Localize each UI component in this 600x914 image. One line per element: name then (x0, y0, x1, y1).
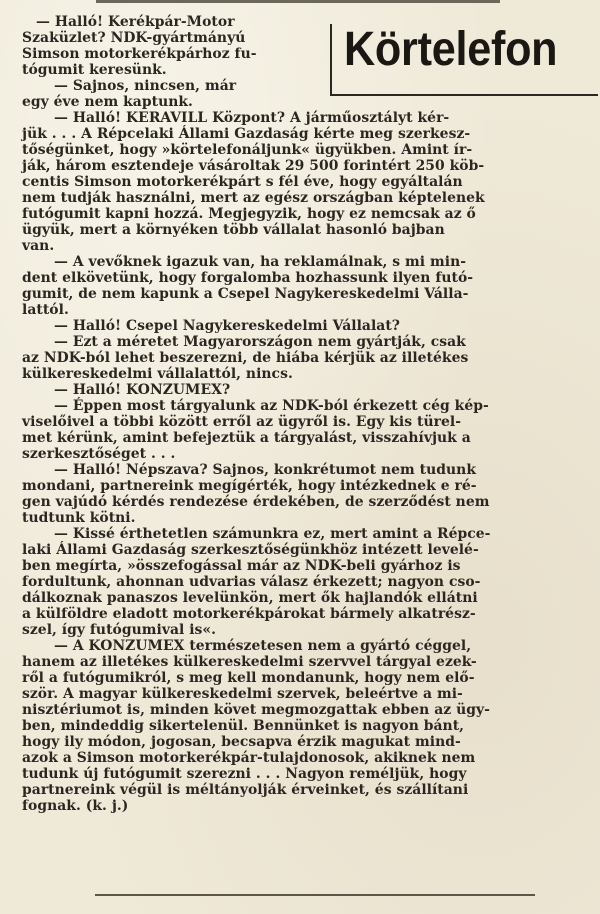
body-line-32: a külföldre eladott motorkerékpárokat bármely alkatrész- (22, 606, 476, 622)
body-line-40: hogy ily módon, jogosan, becsapva érzik magukat mind- (22, 734, 461, 750)
body-line-38: nisztériumot is, minden követ megmozgattak ebben az ügy- (22, 702, 490, 718)
body-line-6: nem tudják használni, mert az egész országban képtelenek (22, 190, 485, 206)
body-line-19: — Éppen most tárgyalunk az NDK-ból érkezett cég kép- (54, 398, 489, 414)
body-line-13: lattól. (22, 302, 69, 318)
article-headline: Körtelefon (344, 23, 558, 76)
body-line-16: az NDK-ból lehet beszerezni, de hiába kérjük az illetékes (22, 350, 469, 366)
body-line-17: külkereskedelmi vállalattól, nincs. (22, 366, 293, 382)
body-line-21: met kérünk, amint befejeztük a tárgyalást, visszahívjuk a (22, 430, 471, 446)
body-line-7: futógumit kapni hozzá. Megjegyzik, hogy ez nemcsak az ő (22, 206, 476, 222)
body-line-12: gumit, de nem kapunk a Csepel Nagykereskedelmi Válla- (22, 286, 469, 302)
body-line-42: tudunk új futógumit szerezni . . . Nagyon reméljük, hogy (22, 766, 467, 782)
bottom-rule (95, 894, 535, 896)
body-line-15: — Ezt a méretet Magyarországon nem gyártják, csak (54, 334, 466, 350)
body-line-4: ják, három esztendeje vásároltak 29 500 forintért 250 köb- (22, 158, 485, 174)
body-line-44: fognak. (k. j.) (22, 798, 129, 814)
body-line-33: szel, így futógumival is«. (22, 622, 217, 638)
body-line-24: mondani, partnereink megígérték, hogy intézkednek e ré- (22, 478, 477, 494)
body-line-22: szerkesztőséget . . . (22, 446, 176, 462)
body-line-11: dent elkövetünk, hogy forgalomba hozhassunk ilyen futó- (22, 270, 474, 286)
body-line-26: tudtunk kötni. (22, 510, 136, 526)
body-line-1: — Halló! KERAVILL Központ? A járműosztályt kér- (54, 110, 450, 126)
body-line-41: azok a Simson motorkerékpár-tulajdonosok, akiknek nem (22, 750, 476, 766)
body-line-2: jük . . . A Répcelaki Állami Gazdaság kérte meg szerkesz- (22, 126, 471, 142)
body-line-20: viselőivel a többi között erről az ügyről is. Egy kis türel- (22, 414, 462, 430)
body-line-35: hanem az illetékes külkereskedelmi szervvel tárgyal ezek- (22, 654, 477, 670)
body-line-10: — A vevőknek igazuk van, ha reklamálnak, s mi min- (54, 254, 467, 270)
body-line-30: fordultunk, ahonnan udvarias válasz érkezett; nagyon cso- (22, 574, 481, 590)
body-line-23: — Halló! Népszava? Sajnos, konkrétumot nem tudunk (54, 462, 476, 478)
body-line-18: — Halló! KONZUMEX? (54, 382, 231, 398)
body-line-34: — A KONZUMEX természetesen nem a gyártó céggel, (54, 638, 472, 654)
body-line-25: gen vajúdó kérdés rendezése érdekében, de szerződést nem (22, 494, 490, 510)
body-line-37: ször. A magyar külkereskedelmi szervek, beleértve a mi- (22, 686, 463, 702)
body-line-9: van. (22, 238, 55, 254)
body-line-27: — Kissé érthetetlen számunkra ez, mert amint a Répce- (54, 526, 491, 542)
body-line-8: ügyük, mert a környéken több vállalat hasonló bajban (22, 222, 445, 238)
intro-line-2: Szaküzlet? NDK-gyártmányú (22, 30, 246, 46)
body-line-3: tőségünket, hogy »körtelefonáljunk« ügyükben. Amint ír- (22, 142, 473, 158)
top-rule (96, 0, 500, 3)
body-line-39: ben, mindeddig sikertelenül. Bennünket is nagyon bánt, (22, 718, 465, 734)
body-line-31: dálkoznak panaszos levelünkön, mert ők hajlandók ellátni (22, 590, 478, 606)
intro-line-1: — Halló! Kerékpár-Motor (36, 14, 235, 30)
intro-line-4: tógumit keresünk. (22, 62, 167, 78)
intro-line-5: — Sajnos, nincsen, már (54, 78, 237, 94)
body-line-43: partnereink végül is méltányolják érveinket, és szállítani (22, 782, 469, 798)
body-line-28: laki Állami Gazdaság szerkesztőségünkhöz intézett levelé- (22, 542, 479, 558)
body-line-5: centis Simson motorkerékpárt s fél éve, hogy egyáltalán (22, 174, 463, 190)
body-line-14: — Halló! Csepel Nagykereskedelmi Vállalat? (54, 318, 400, 334)
body-line-29: ben megírta, »összefogással már az NDK-beli gyárhoz is (22, 558, 461, 574)
body-line-36: ről a futógumikról, s meg kell mondanunk, hogy nem elő- (22, 670, 475, 686)
intro-line-6: egy éve nem kaptunk. (22, 94, 193, 110)
intro-line-3: Simson motorkerékpárhoz fu- (22, 46, 257, 62)
